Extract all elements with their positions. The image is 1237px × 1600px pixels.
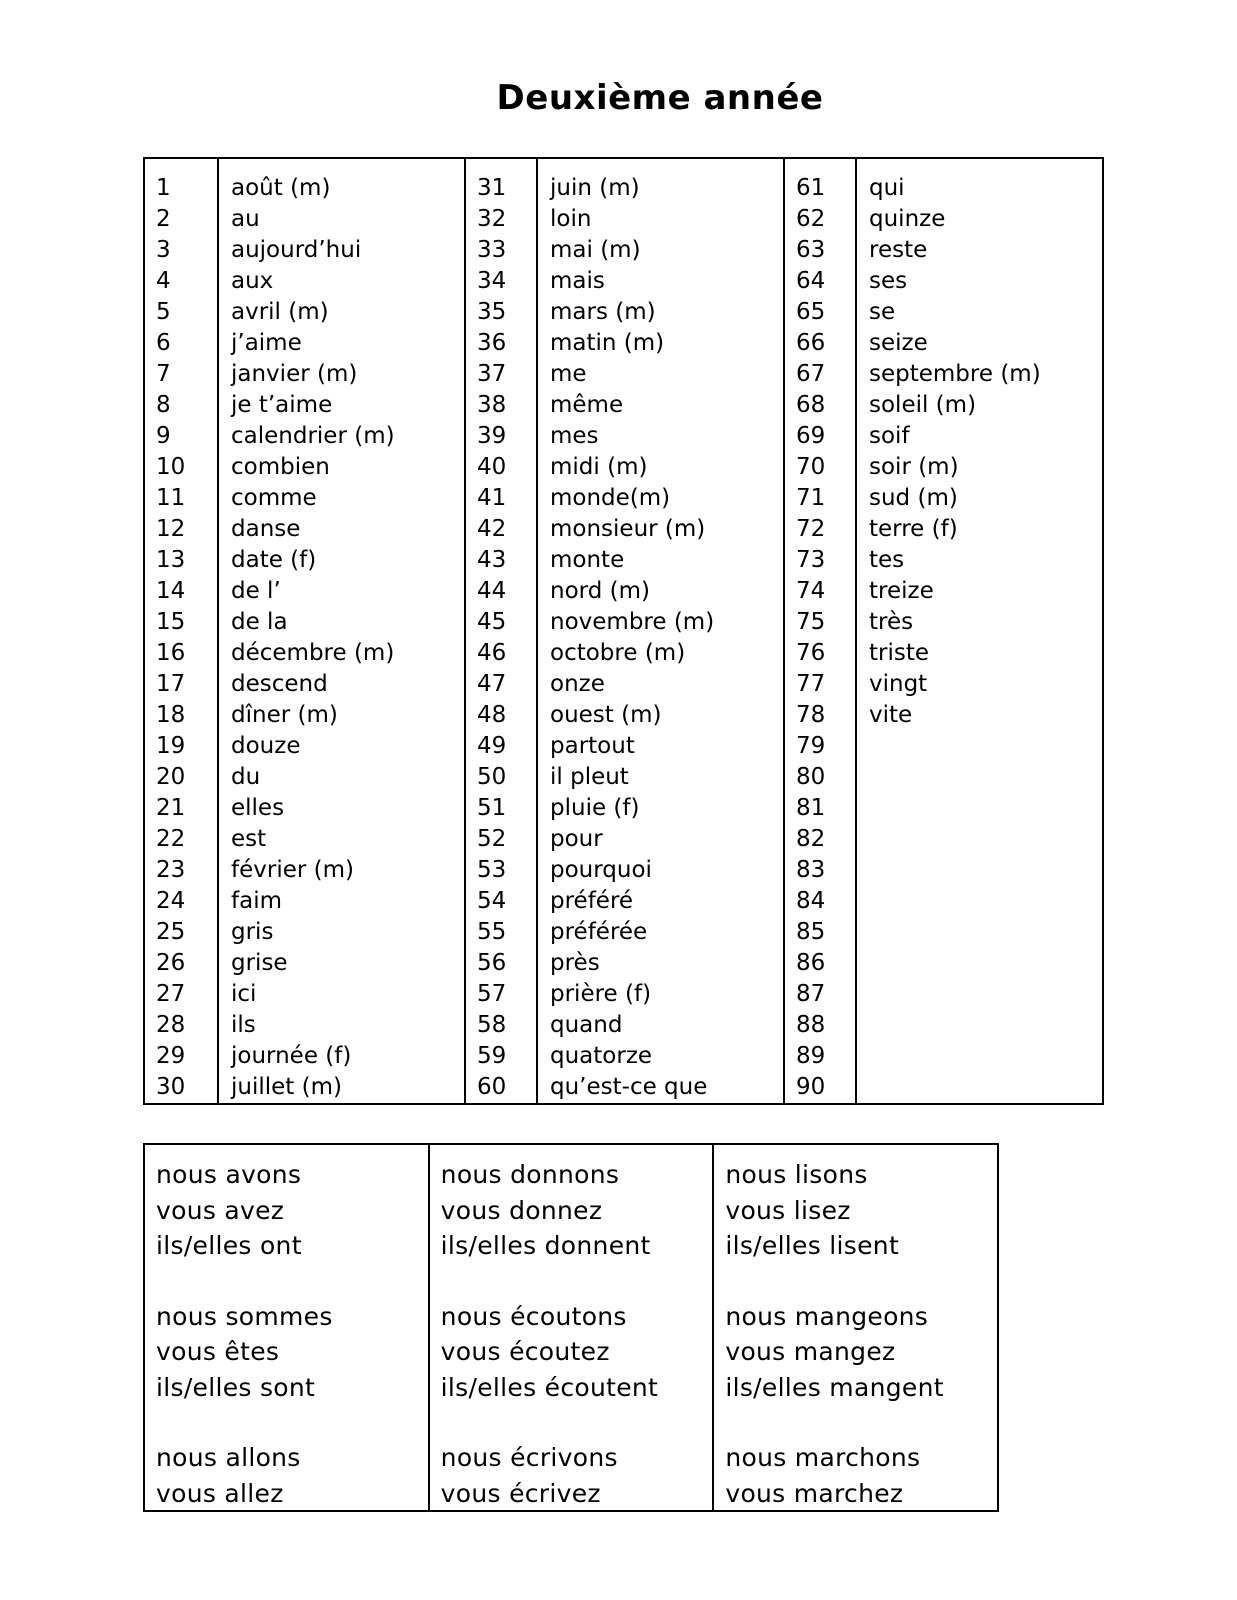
entry-number: 53 (477, 857, 507, 883)
entry-number: 39 (477, 423, 507, 449)
verb-conjugation-group (441, 1157, 713, 1264)
word-column-2 (536, 159, 783, 1103)
entry-number: 12 (156, 516, 186, 542)
entry-word: préférée (550, 919, 648, 945)
entry-number: 83 (796, 857, 826, 883)
entry-number: 13 (156, 547, 186, 573)
entry-number: 32 (477, 206, 507, 232)
entry-number: 16 (156, 640, 186, 666)
number-column-3 (783, 159, 855, 1103)
entry-number: 3 (156, 237, 171, 263)
entry-word: soir (m) (869, 454, 959, 480)
entry-number: 10 (156, 454, 186, 480)
entry-word: près (550, 950, 600, 976)
entry-word: juillet (m) (231, 1074, 342, 1100)
entry-word: reste (869, 237, 928, 263)
entry-number: 4 (156, 268, 171, 294)
entry-word: mais (550, 268, 605, 294)
entry-word: me (550, 361, 587, 387)
entry-number: 1 (156, 175, 171, 201)
entry-word: comme (231, 485, 317, 511)
entry-number: 24 (156, 888, 186, 914)
entry-word: octobre (m) (550, 640, 686, 666)
entry-word: très (869, 609, 914, 635)
entry-number: 41 (477, 485, 507, 511)
entry-word: janvier (m) (231, 361, 358, 387)
entry-word: matin (m) (550, 330, 665, 356)
verb-column-2 (428, 1145, 713, 1510)
verb-column-3 (712, 1145, 997, 1510)
verb-conjugation-group (156, 1440, 428, 1511)
entry-word: de la (231, 609, 288, 635)
entry-word: quand (550, 1012, 623, 1038)
entry-word: monte (550, 547, 625, 573)
verb-form: vous avez (156, 1195, 285, 1225)
entry-number: 64 (796, 268, 826, 294)
entry-number: 47 (477, 671, 507, 697)
entry-word: décembre (m) (231, 640, 395, 666)
entry-number: 85 (796, 919, 826, 945)
entry-word: vite (869, 702, 913, 728)
entry-number: 19 (156, 733, 186, 759)
verb-conjugation-group (725, 1299, 997, 1406)
entry-word: ils (231, 1012, 256, 1038)
entry-word: monde(m) (550, 485, 671, 511)
entry-word: gris (231, 919, 274, 945)
entry-word: préféré (550, 888, 634, 914)
entry-number: 21 (156, 795, 186, 821)
verb-conjugation-group (725, 1157, 997, 1264)
entry-word: du (231, 764, 261, 790)
entry-word: qu’est-ce que (550, 1074, 708, 1100)
verb-form: vous écrivez (440, 1478, 601, 1508)
word-column-3 (855, 159, 1102, 1103)
entry-word: terre (f) (869, 516, 958, 542)
entry-number: 36 (477, 330, 507, 356)
entry-number: 50 (477, 764, 507, 790)
verb-form: nous allons (156, 1443, 301, 1472)
verb-form: vous marchez (725, 1478, 904, 1508)
entry-word: descend (231, 671, 328, 697)
verb-form: ils/elles donnent (440, 1231, 651, 1260)
entry-word: septembre (m) (869, 361, 1041, 387)
entry-word: onze (550, 671, 605, 697)
verb-conjugation-group (156, 1157, 428, 1264)
entry-number: 42 (477, 516, 507, 542)
entry-number: 30 (156, 1074, 186, 1100)
entry-number: 35 (477, 299, 507, 325)
entry-number: 29 (156, 1043, 186, 1069)
entry-number: 5 (156, 299, 171, 325)
entry-number: 57 (477, 981, 507, 1007)
entry-word: pourquoi (550, 857, 652, 883)
entry-number: 44 (477, 578, 507, 604)
entry-word: tes (869, 547, 905, 573)
verb-form: vous mangez (725, 1337, 896, 1366)
verb-conjugation-table (143, 1143, 999, 1512)
entry-word: novembre (m) (550, 609, 715, 635)
entry-word: ses (869, 268, 908, 294)
entry-number: 88 (796, 1012, 826, 1038)
entry-word: aujourd’hui (231, 237, 362, 263)
entry-word: midi (m) (550, 454, 648, 480)
entry-number: 22 (156, 826, 186, 852)
entry-number: 31 (477, 175, 507, 201)
verb-form: nous avons (156, 1160, 302, 1189)
verb-conjugation-group (441, 1299, 713, 1406)
entry-word: ouest (m) (550, 702, 662, 728)
entry-number: 72 (796, 516, 826, 542)
entry-word: calendrier (m) (231, 423, 395, 449)
entry-number: 76 (796, 640, 826, 666)
entry-number: 68 (796, 392, 826, 418)
entry-number: 45 (477, 609, 507, 635)
entry-word: qui (869, 175, 905, 201)
entry-number: 25 (156, 919, 186, 945)
entry-number: 52 (477, 826, 507, 852)
verb-conjugation-group (725, 1440, 997, 1511)
entry-word: nord (m) (550, 578, 650, 604)
entry-number: 71 (796, 485, 826, 511)
entry-number: 20 (156, 764, 186, 790)
verb-form: ils/elles écoutent (440, 1372, 659, 1402)
entry-number: 58 (477, 1012, 507, 1038)
entry-number: 60 (477, 1074, 507, 1100)
entry-word: seize (869, 330, 928, 356)
verb-conjugation-group (156, 1299, 428, 1406)
entry-word: aux (231, 268, 274, 294)
entry-number: 26 (156, 950, 186, 976)
entry-number: 69 (796, 423, 826, 449)
entry-word: pluie (f) (550, 795, 640, 821)
entry-word: loin (550, 206, 592, 232)
entry-word: est (231, 826, 267, 852)
verb-form: nous lisons (725, 1160, 868, 1189)
verb-form: vous êtes (156, 1337, 280, 1366)
entry-word: mai (m) (550, 237, 641, 263)
entry-word: mes (550, 423, 599, 449)
entry-number: 51 (477, 795, 507, 821)
entry-word: ici (231, 981, 257, 1007)
entry-word: dîner (m) (231, 702, 338, 728)
entry-word: avril (m) (231, 299, 329, 325)
entry-number: 79 (796, 733, 826, 759)
entry-number: 90 (796, 1074, 826, 1100)
entry-number: 27 (156, 981, 186, 1007)
entry-number: 77 (796, 671, 826, 697)
entry-word: partout (550, 733, 635, 759)
entry-number: 11 (156, 485, 186, 511)
entry-number: 70 (796, 454, 826, 480)
verb-form: nous marchons (725, 1443, 921, 1472)
entry-number: 81 (796, 795, 826, 821)
entry-word: soleil (m) (869, 392, 977, 418)
verb-form: nous sommes (156, 1301, 333, 1331)
entry-number: 55 (477, 919, 507, 945)
entry-word: soif (869, 423, 910, 449)
entry-word: vingt (869, 671, 928, 697)
entry-word: monsieur (m) (550, 516, 706, 542)
verb-column-1 (145, 1145, 428, 1510)
verb-form: nous donnons (440, 1160, 620, 1189)
entry-number: 17 (156, 671, 186, 697)
verb-form: ils/elles sont (156, 1372, 316, 1402)
entry-number: 66 (796, 330, 826, 356)
entry-number: 73 (796, 547, 826, 573)
verb-form: ils/elles mangent (725, 1372, 944, 1402)
entry-number: 59 (477, 1043, 507, 1069)
entry-number: 65 (796, 299, 826, 325)
page-title: Deuxième année (496, 78, 824, 118)
verb-form: ils/elles lisent (725, 1231, 900, 1260)
entry-word: date (f) (231, 547, 317, 573)
entry-word: elles (231, 795, 285, 821)
entry-word: quatorze (550, 1043, 653, 1069)
entry-word: il pleut (550, 764, 629, 790)
verb-conjugation-group (441, 1440, 713, 1511)
entry-word: même (550, 392, 624, 418)
entry-number: 49 (477, 733, 507, 759)
entry-word: se (869, 299, 896, 325)
entry-number: 87 (796, 981, 826, 1007)
entry-number: 43 (477, 547, 507, 573)
number-column-1 (145, 159, 217, 1103)
word-column-1 (217, 159, 464, 1103)
entry-number: 6 (156, 330, 171, 356)
entry-word: triste (869, 640, 930, 666)
entry-number: 8 (156, 392, 171, 418)
entry-number: 78 (796, 702, 826, 728)
entry-word: mars (m) (550, 299, 656, 325)
verb-form: vous allez (156, 1478, 284, 1508)
entry-number: 75 (796, 609, 826, 635)
entry-word: treize (869, 578, 934, 604)
verb-form: vous lisez (725, 1195, 851, 1225)
entry-word: prière (f) (550, 981, 652, 1007)
entry-word: danse (231, 516, 301, 542)
entry-word: au (231, 206, 260, 232)
entry-number: 89 (796, 1043, 826, 1069)
entry-number: 9 (156, 423, 171, 449)
entry-word: août (m) (231, 175, 331, 201)
entry-number: 18 (156, 702, 186, 728)
entry-word: journée (f) (231, 1043, 352, 1069)
entry-number: 14 (156, 578, 186, 604)
entry-number: 56 (477, 950, 507, 976)
vocabulary-table (143, 157, 1104, 1105)
verb-form: vous donnez (440, 1195, 603, 1225)
entry-number: 74 (796, 578, 826, 604)
entry-number: 67 (796, 361, 826, 387)
entry-word: juin (m) (550, 175, 640, 201)
verb-form: vous écoutez (440, 1337, 610, 1366)
entry-word: combien (231, 454, 330, 480)
entry-word: sud (m) (869, 485, 958, 511)
entry-number: 15 (156, 609, 186, 635)
number-column-2 (464, 159, 536, 1103)
entry-number: 2 (156, 206, 171, 232)
verb-form: nous écoutons (440, 1301, 627, 1331)
entry-word: de l’ (231, 578, 281, 604)
entry-number: 7 (156, 361, 171, 387)
verb-form: nous mangeons (725, 1301, 929, 1331)
entry-word: pour (550, 826, 603, 852)
entry-number: 34 (477, 268, 507, 294)
entry-number: 48 (477, 702, 507, 728)
entry-number: 38 (477, 392, 507, 418)
entry-number: 80 (796, 764, 826, 790)
entry-word: février (m) (231, 857, 354, 883)
entry-number: 54 (477, 888, 507, 914)
entry-word: j’aime (231, 330, 302, 356)
entry-number: 46 (477, 640, 507, 666)
entry-number: 23 (156, 857, 186, 883)
entry-number: 28 (156, 1012, 186, 1038)
entry-word: douze (231, 733, 301, 759)
entry-number: 37 (477, 361, 507, 387)
entry-number: 84 (796, 888, 826, 914)
entry-number: 62 (796, 206, 826, 232)
verb-form: nous écrivons (440, 1443, 618, 1472)
entry-number: 86 (796, 950, 826, 976)
entry-word: faim (231, 888, 282, 914)
entry-number: 82 (796, 826, 826, 852)
entry-number: 40 (477, 454, 507, 480)
entry-number: 63 (796, 237, 826, 263)
entry-number: 61 (796, 175, 826, 201)
entry-word: grise (231, 950, 288, 976)
entry-number: 33 (477, 237, 507, 263)
entry-word: quinze (869, 206, 946, 232)
verb-form: ils/elles ont (156, 1231, 302, 1260)
entry-word: je t’aime (231, 392, 333, 418)
